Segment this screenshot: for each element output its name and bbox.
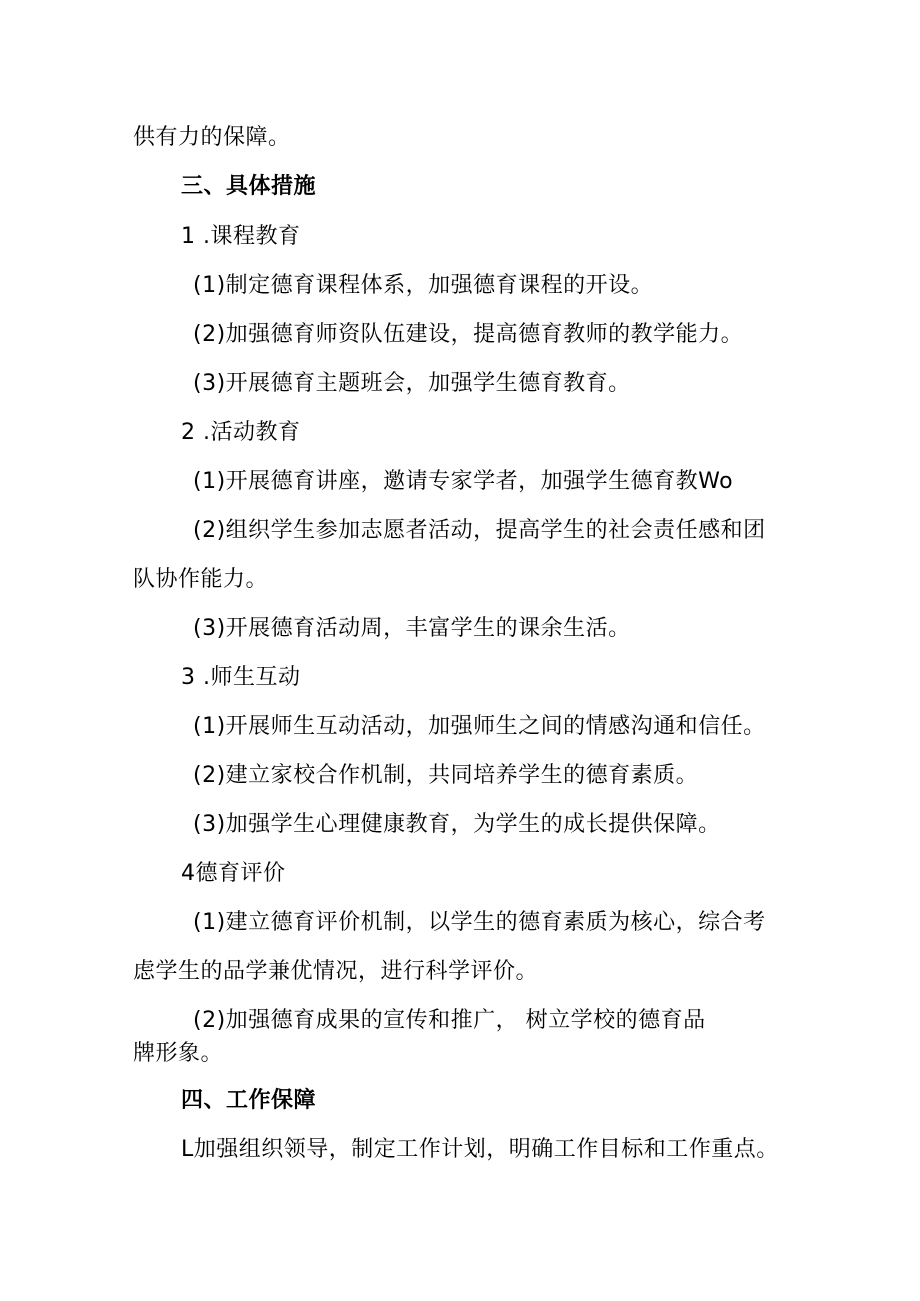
subheading-4: 4德育评价 [181, 861, 286, 886]
item-4-1: (1)建立德育评价机制，以学生的德育素质为核心，综合考 [193, 910, 766, 935]
item-3-3: (3)加强学生心理健康教育，为学生的成长提供保障。 [193, 812, 721, 837]
item-3-1: (1)开展师生互动活动，加强师生之间的情感沟通和信任。 [193, 714, 766, 739]
item-1-2: (2)加强德育师资队伍建设，提高德育教师的教学能力。 [193, 322, 744, 347]
item-4-1-continued: 虑学生的品学兼优情况，进行科学评价。 [133, 959, 539, 984]
subheading-1: 1 .课程教育 [181, 224, 301, 249]
subheading-3: 3 .师生互动 [181, 665, 301, 690]
section-heading-4: 四、工作保障 [181, 1088, 317, 1113]
item-2-2: (2)组织学生参加志愿者活动，提高学生的社会责任感和团 [193, 518, 766, 543]
item-3-2: (2)建立家校合作机制，共同培养学生的德育素质。 [193, 763, 699, 788]
item-4-2: (2)加强德育成果的宣传和推广， 树立学校的德育品 [193, 1008, 706, 1033]
item-1-1: (1)制定德育课程体系，加强德育课程的开设。 [193, 273, 654, 298]
text-line-continuation: 供有力的保障。 [133, 125, 291, 150]
item-2-1: (1)开展德育讲座，邀请专家学者，加强学生德育教Wo [193, 469, 734, 494]
item-2-3: (3)开展德育活动周，丰富学生的课余生活。 [193, 616, 631, 641]
item-4-2-continued: 牌形象。 [133, 1041, 224, 1066]
item-1-3: (3)开展德育主题班会，加强学生德育教育。 [193, 371, 631, 396]
section-heading-3: 三、具体措施 [181, 174, 317, 199]
subheading-2: 2 .活动教育 [181, 420, 301, 445]
item-2-2-continued: 队协作能力。 [133, 567, 269, 592]
item-l-1: L加强组织领导，制定工作计划，明确工作目标和工作重点。 [181, 1137, 779, 1162]
